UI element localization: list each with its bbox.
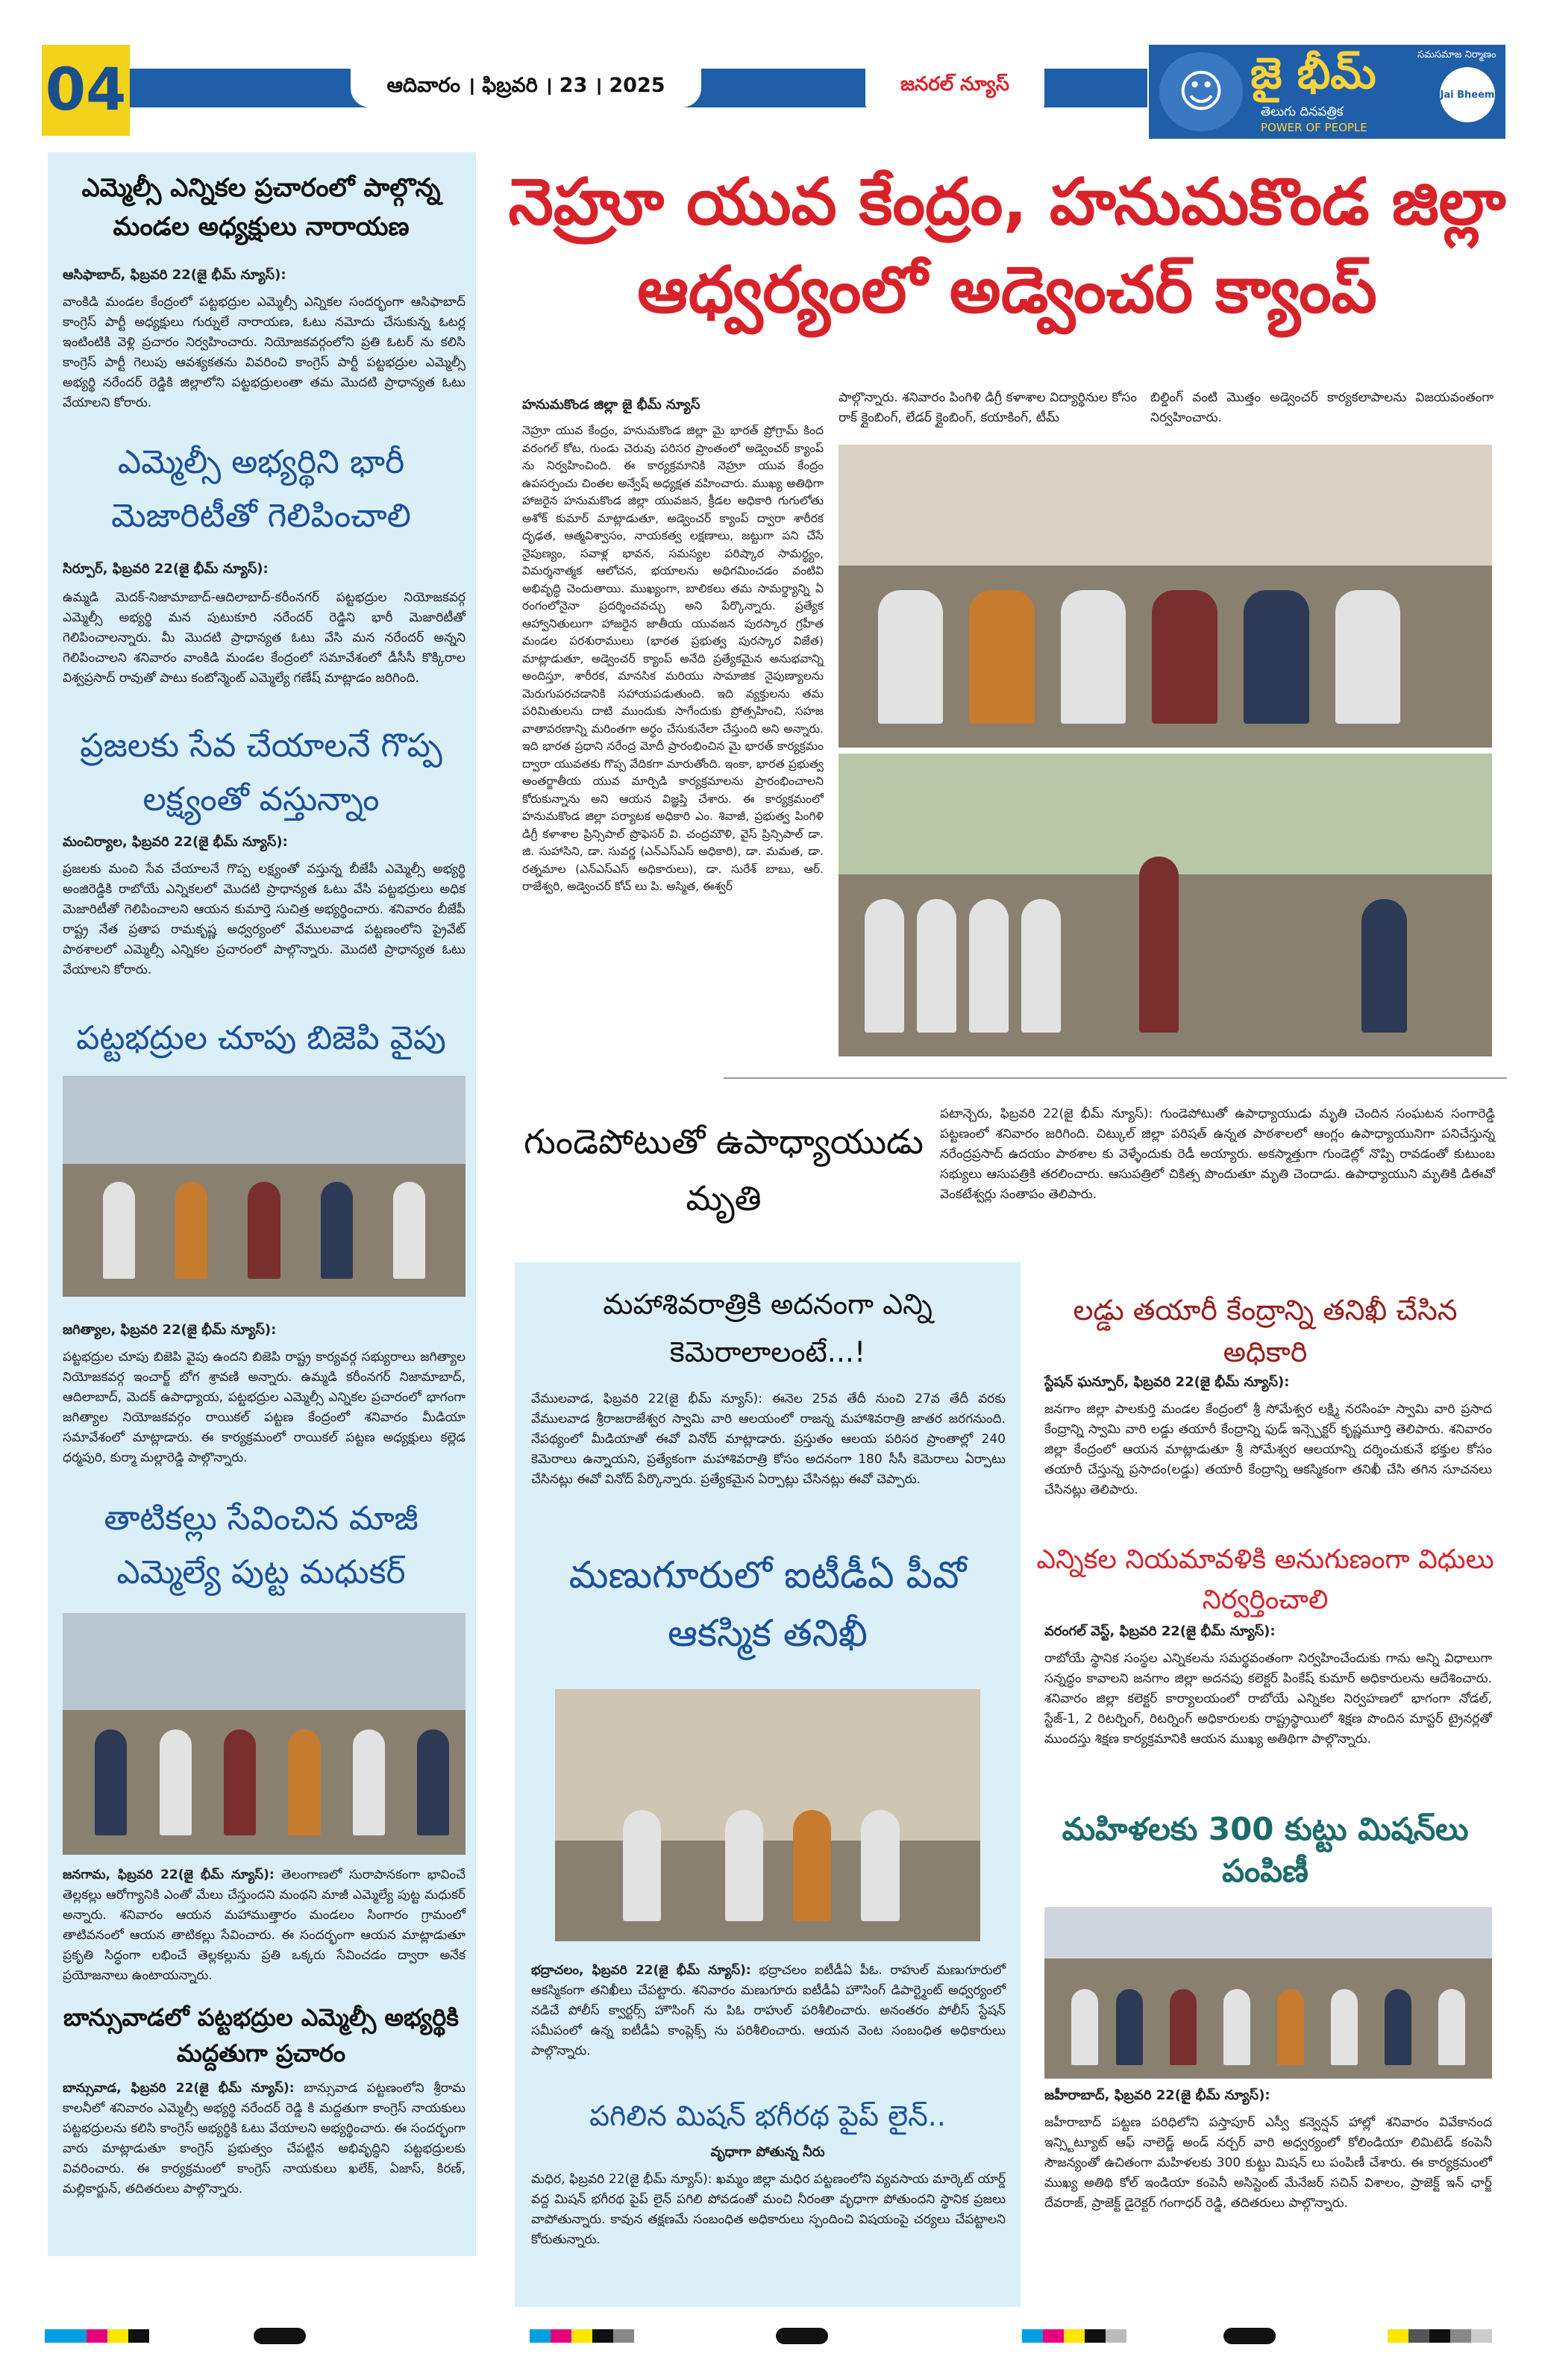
person-figure bbox=[969, 590, 1035, 724]
person-figure bbox=[1116, 1989, 1143, 2064]
article-b3-body: భద్రాచలం ఐటీడీఏ పీఓ. రాహుల్ మణుగూరులో ఆకస్మికంగా తనిఖీలు చేపట్టారు. శనివారం మణుగూరు ఐటీడీఏ హౌసింగ్ డిపార్ట్మెంట్ అధ్వర్యంలో నడిచే పోలీస్ క్వార్టర్స్ హౌసింగ్ ను పిఓ రాహుల్ పరిశీలించారు. అనంతరం పోలీస్ స్టేషన్ సమీపంలో ఉన్న ఐటీడీఏ కాంప్లెక్స్ ను పరిశీలించారు. ఆయన వెంట సంబంధిత అధికారులు పాల్గొన్నారు. bbox=[531, 1963, 1006, 2058]
person-figure bbox=[1021, 899, 1061, 1033]
photo-background bbox=[839, 754, 1492, 874]
logo-title: జై భీమ్ bbox=[1250, 48, 1376, 98]
article-c2-body: రాబోయే స్థానిక సంస్థల ఎన్నికలను సమర్థవంతంగా నిర్వహించేందుకు గాను అన్ని విధాలుగా సన్నద్ధం కావాలని జనగాం జిల్లా అదనపు కలెక్టర్ పింకేష్ కుమార్ అధికారులను ఆదేశించారు. శనివారం జిల్లా కలెక్టర్ కార్యాలయంలో రాబోయే ఎన్నికల నిర్వహణలో భాగంగా నోడల్, స్టేజ్-1, 2 రిటర్నింగ్, రిటర్నింగ్ అధికారులకు రాష్ట్రస్థాయిలో శిక్షణ పొందిన మాస్టర్ ట్రైనర్లతో ముందస్తు శిక్షణ కార్యక్రమానికి ఆయన ముఖ్య అతిథిగా పాల్గొన్నారు. bbox=[1044, 1651, 1492, 1747]
person-figure bbox=[1438, 1989, 1465, 2064]
article-b2-headline: మహాశివరాత్రికి అదనంగా ఎన్ని కెమెరాలాలంటే...! bbox=[603, 1288, 933, 1368]
logo-top: సమసమాజ నిర్మాణం bbox=[1417, 49, 1496, 60]
person-figure bbox=[175, 1182, 207, 1279]
article-b1-body: పటాన్చెరు, ఫిబ్రవరి 22(జై భీమ్ న్యూస్): గుండెపోటుతో ఉపాధ్యాయుడు మృతి చెందిన సంఘటన సంగారెడ్డి పట్టణంలో శనివారం జరిగింది. చిట్కుల్ జిల్లా పరిషత్ ఉన్నత పాఠశాలలో ఆంగ్లం ఉపాధ్యాయునిగా పనిచేస్తున్న నరేంద్రప్రసాద్ ఉదయం పాఠశాల కు వెళ్ళేందుకు రెడీ అయ్యారు. అకస్మాత్తుగా గుండెల్లో నొప్పి రావడంతో కుటుంబ సభ్యులు ఆసుపత్రికి తరలించారు. ఆసుపత్రిలో చికిత్స పొందుతూ మృతి చెందాడు. ఉపాధ్యాయుని మృతికి డిఈవో వెంకటేశ్వర్లు సంతాపం తెలిపారు. bbox=[940, 1106, 1495, 1202]
photo-background bbox=[839, 445, 1492, 566]
color-bar-mid bbox=[530, 2329, 634, 2343]
article-c3-dateline: జహీరాబాద్, ఫిబ్రవరి 22(జై భీమ్ న్యూస్): bbox=[1044, 2088, 1270, 2103]
photo-background bbox=[1044, 1907, 1492, 1958]
person-figure bbox=[321, 1182, 353, 1279]
article-6-headline: బాన్సువాడలో పట్టభద్రుల ఎమ్మెల్సీ అభ్యర్థికి మద్దతుగా ప్రచారం bbox=[63, 2003, 459, 2067]
article-6-body: బాన్సువాడ పట్టణంలోని శ్రీరామ కాలనీలో శనివారం ఎమ్మెల్సీ అభ్యర్థి నరేందర్ రెడ్డి కి మద్దతుగా కాంగ్రెస్ నాయకులు పట్టభద్రులను కలిసి కాంగ్రెస్ అభ్యర్థికి ఓటు వేయాలని అభ్యర్థించారు. ఈ సందర్భంగా వారు మాట్లాడుతూ కాంగ్రెస్ ప్రభుత్వం చేపట్టిన అభివృద్ధిని పట్టభద్రులకు వివరించారు. ఈ కార్యక్రమంలో కాంగ్రెస్ నాయకులు ఖలేక్, ఏజాస్, కిరణ్, మల్లికార్జున్, తదితరులు పాల్గొన్నారు. bbox=[63, 2081, 466, 2196]
portrait-icon: ☺ bbox=[1159, 52, 1243, 131]
article-c3-photo bbox=[1044, 1907, 1492, 2079]
article-c1-dateline: స్టేషన్ ఘన్పూర్, ఫిబ్రవరి 22(జై భీమ్ న్యూస్): bbox=[1044, 1374, 1290, 1390]
article-4-body: పట్టభద్రుల చూపు బిజెపి వైపు ఉందని బిజెపి రాష్ట్ర కార్యవర్గ సభ్యురాలు జగిత్యాల నియోజకవర్గ ఇంచార్జ్ బోగ శ్రావణి అన్నారు. ఉమ్మడి కరీంనగర్ నిజామాబాద్, ఆదిలాబాద్, మెదక్ ఉపాధ్యాయ, పట్టభద్రుల ఎమ్మెల్సీ ఎన్నికల ప్రచారంలో భాగంగా జగిత్యాల నియోజకవర్గం రాయికల్ పట్టణ కేంద్రంలో శనివారం మీడియా సమావేశంలో మాట్లాడారు. ఈ కార్యక్రమంలో రాయికల్ పట్టణ అధ్యక్షులు కల్లెడ ధర్మపురి, కుర్మా మల్లారెడ్డి పాల్గొన్నారు. bbox=[63, 1350, 466, 1465]
article-1-body: వాంకిడి మండల కేంద్రంలో పట్టభద్రుల ఎమ్మెల్సీ ఎన్నికల సందర్భంగా ఆసిఫాబాద్ కాంగ్రెస్ పార్టీ అధ్యక్షులు గుర్నులే నారాయణ, ఓటు నమోదు చేసుకున్న ఓటర్ల ఇంటింటికి వెళ్లి ప్రచారం నిర్వహించారు. నియోజకవర్గంలోని ప్రతి ఓటర్ ను కలిసి కాంగ్రెస్ పార్టీ గెలుపు ఆవశ్యకతను వివరించి కాంగ్రెస్ పార్టీ పట్టభద్రుల ఎమ్మెల్సీ అభ్యర్థి నరేందర్ రెడ్డికి జిల్లాలోని పట్టభద్రులంతా తమ మొదటి ప్రాధాన్యత ఓటు వేయాలని కోరారు. bbox=[63, 295, 466, 410]
section-divider bbox=[724, 1077, 1507, 1079]
article-5-photo bbox=[63, 1613, 466, 1855]
main-body-col2: పాల్గొన్నారు. శనివారం పింగిళి డిగ్రీ కళాశాల విద్యార్థినుల కోసం రాక్ క్లైంబింగ్, లేడర్ క్లైంబింగ్, కయాకింగ్, టీమ్ bbox=[839, 390, 1137, 425]
header-date: ఆదివారం । ఫిబ్రవరి । 23 । 2025 bbox=[351, 69, 701, 107]
article-3-dateline: మంచిర్యాల, ఫిబ్రవరి 22(జై భీమ్ న్యూస్): bbox=[63, 834, 288, 850]
article-b4-headline: పగిలిన మిషన్ భగీరథ పైప్ లైన్.. bbox=[589, 2099, 946, 2132]
person-figure bbox=[1223, 1989, 1250, 2064]
person-figure bbox=[393, 1182, 425, 1279]
person-figure bbox=[1244, 590, 1309, 724]
main-body-col1: నెహ్రూ యువ కేంద్రం, హనుమకొండ జిల్లా మై భారత్ ప్రోగ్రామ్ కింద వరంగల్ కోట, గుండు చెరువు పరిసర ప్రాంతంలో అడ్వెంచర్ క్యాంప్ ను నిర్వహించింది. ఈ కార్యక్రమానికి నెహ్రూ యువ కేంద్రం ఉపసర్పంచు చింతల అన్వేష్ అధ్యక్షత వహించారు. ముఖ్య అతిథిగా హాజరైన హనుమకొండ జిల్లా యువజన, క్రీడల అధికారి గుగులోతు అశోక్ కుమార్ మాట్లాడుతూ, అడ్వెంచర్ క్యాంప్ ద్వారా శారీరక దృఢత, ఆత్మవిశ్వాసం, నాయకత్వ లక్షణాలు, జట్టుగా పని చేసే నైపుణ్యం, సవాళ్ల భావన, సమస్యల పరిష్కార సామర్థ్యం, విమర్శనాత్మక ఆలోచన, భయాలను అధిగమించడం వంటివి అభివృద్ధి చెందుతాయి. ముఖ్యంగా, బాలికలు తమ సామర్థ్యాన్ని ఏ రంగంలోనైనా ప్రదర్శించవచ్చు అని పేర్కొన్నారు. ప్రత్యేక ఆహ్వానితులుగా హాజరైన జాతీయ యువజన పురస్కార గ్రహీత మండల పరశురాములు (భారత ప్రభుత్వ పురస్కార విజేత) మాట్లాడుతూ, అడ్వెంచర్ క్యాంప్ అనేది ప్రత్యేకమైన అనుభవాన్ని అందిస్తూ, శారీరక, మానసిక మరియు సామాజిక నైపుణ్యాలను మెరుగుపరచడానికి సహాయపడుతుంది. ఇది వ్యక్తులను తమ పరిమితులను దాటి ముందుకు సాగేందుకు ప్రోత్సహించి, సహజ వాతావరణాన్ని మరింతగా అర్థం చేసుకునేలా చేస్తుంది అని అన్నారు. ఇది భారత ప్రధాని నరేంద్ర మోదీ ప్రారంభించిన మై భారత్ కార్యక్రమం ద్వారా యువతకు గొప్ప వేదికగా మారుతోంది. ఇంకా, భారత ప్రభుత్వ అంతర్జాతీయ యువ మార్పిడి కార్యక్రమాలను ప్రారంభించాలని కోరుకున్నాను అని ఆయన విజ్ఞప్తి చేశారు. ఈ కార్యక్రమంలో హనుమకొండ జిల్లా పర్యాటక అధికారి ఎం. శివాజీ, ప్రభుత్వ పింగిళి డిగ్రీ కళాశాల ప్రిన్సిపాల్ ప్రొఫెసర్ వి. చంద్రమౌళి, వైస్ ప్రిన్సిపాల్ డా. జి. సుహాసిని, డా. సువర్ణ (ఎన్ఎస్ఎస్ అధికారి), డా. మమత, డా. రత్నమాల (ఎన్ఎస్ఎస్ అధికారులు), డా. సురేశ్ బాబు, ఆర్. రాజేశ్వరి, అడ్వెంచర్ కోచ్ లు పి. అస్మిత, ఈశ్వర్ bbox=[522, 424, 824, 893]
article-b4-body: మధిర, ఫిబ్రవరి 22(జై భీమ్ న్యూస్): ఖమ్మం జిల్లా మధిర పట్టణంలోని వ్యవసాయ మార్కెట్ యార్డ్ వద్ద మిషన్ భగీరథ పైప్ లైన్ పగిలి పోవడంతో మంచి నీరంతా వృధాగా పోతుందని స్థానిక ప్రజలు వాపోతున్నారు. కావున తక్షణమే సంబంధిత అధికారులు స్పందించి విషయంపై చర్యలు చేపట్టాలని కోరుతున్నారు. bbox=[531, 2172, 1006, 2247]
main-dateline: హనుమకొండ జిల్లా జై భీమ్ న్యూస్ bbox=[522, 397, 701, 413]
person-figure bbox=[1335, 590, 1401, 724]
person-figure bbox=[248, 1182, 280, 1279]
person-figure bbox=[417, 1729, 449, 1836]
article-1-dateline: ఆసిఫాబాద్, ఫిబ్రవరి 22(జై భీమ్ న్యూస్): bbox=[63, 267, 286, 283]
article-b2-body: వేములవాడ, ఫిబ్రవరి 22(జై భీమ్ న్యూస్): ఈనెల 25వ తేదీ నుంచి 27వ తేదీ వరకు వేములవాడ శ్రీరాజరాజేశ్వర స్వామి వారి ఆలయంలో రాజన్న మహాశివరాత్రి జాతర జరగనుంది. నేపథ్యంలో మీడియాతో ఈవో వినోద్ మాట్లాడారు. ప్రస్తుతం ఆలయ పరిసర ప్రాంతాల్లో 240 కెమెరాలు ఉన్నాయని, ప్రత్యేకంగా మహాశివరాత్రి కోసం అదనంగా 180 సీసీ కెమెరాలు ఏర్పాటు చేసినట్లు ఈవో వినోద్ పేర్కొన్నారు. ప్రత్యేకమైన ఏర్పాట్లు చేసినట్లు ఈవో చెప్పారు. bbox=[531, 1391, 1006, 1487]
person-figure bbox=[1331, 1989, 1358, 2064]
person-figure bbox=[725, 1810, 763, 1921]
person-figure bbox=[793, 1810, 831, 1921]
article-5-dateline-body bbox=[63, 1865, 466, 1986]
person-figure bbox=[1071, 1989, 1098, 2064]
photo-background bbox=[555, 1689, 980, 1841]
person-figure bbox=[95, 1729, 127, 1836]
person-figure bbox=[878, 590, 944, 724]
person-figure bbox=[1061, 590, 1126, 724]
person-figure bbox=[1139, 857, 1179, 1032]
person-figure bbox=[1152, 590, 1217, 724]
article-6-dateline: బాన్సువాడ, ఫిబ్రవరి 22(జై భీమ్ న్యూస్): bbox=[63, 2081, 295, 2096]
person-figure bbox=[917, 899, 956, 1033]
person-figure bbox=[1361, 899, 1407, 1033]
article-5-dateline: జనగామ, ఫిబ్రవరి 22(జై భీమ్ న్యూస్): bbox=[63, 1867, 275, 1882]
photo-background bbox=[63, 1076, 466, 1164]
article-c3-body: జహీరాబాద్ పట్టణ పరిధిలోని పస్తాపూర్ ఎస్వీ కన్వెన్షన్ హాల్లో శనివారం వివేకానంద ఇన్స్టిట్యూట్ ఆఫ్ నాలెడ్జ్ అండ్ నర్చర్ వారి అధ్వర్యంలో కోలిండియా లిమిటెడ్ కంపెనీ సౌజన్యంతో ఉచితంగా మహిళలకు 300 కుట్టు మిషన్ లు పంపిణీ చేశారు. ఈ కార్యక్రమంలో ముఖ్య అతిథి కోల్ ఇండియా కంపెనీ అసిస్టెంట్ మేనేజర్ సచిన్ విశాలం, ప్రాజెక్ట్ ఇన్ ఛార్జ్ దేవరాజ్, ప్రాజెక్ట్ డైరెక్టర్ గంగాధర్ రెడ్డి, తదితరులు పాల్గొన్నారు. bbox=[1044, 2115, 1492, 2211]
article-b4-subhead: వృధాగా పోతున్న నీరు bbox=[710, 2144, 825, 2160]
person-figure bbox=[623, 1810, 661, 1921]
article-b3-dateline-body bbox=[531, 1961, 1006, 2061]
article-2-dateline: సిర్పూర్, ఫిబ్రవరి 22(జై భీమ్ న్యూస్): bbox=[63, 561, 269, 577]
article-1-headline: ఎమ్మెల్సీ ఎన్నికల ప్రచారంలో పాల్గొన్న మండల అధ్యక్షులు నారాయణ bbox=[81, 173, 441, 242]
article-c2-headline: ఎన్నికల నియమావళికి అనుగుణంగా విధులు నిర్వర్తించాలి bbox=[1036, 1544, 1494, 1615]
article-c1-body: జనగాం జిల్లా పాలకుర్తి మండల కేంద్రంలో శ్రీ సోమేశ్వర లక్ష్మి నరసింహ స్వామి వారి ప్రసాద కేంద్రాన్ని స్వామి వారి లడ్డు తయారీ కేంద్రాన్ని ఫుడ్ ఇన్స్పెక్టర్ కృష్ణమూర్తి తెలిపారు. శనివారం జిల్లా కేంద్రంలో ఆయన మాట్లాడుతూ శ్రీ సోమేశ్వర ఆలయాన్ని దర్శించుకునే భక్తుల కోసం తయారీ చేస్తున్న ప్రసాదం(లడ్డు) తయారీ కేంద్రాన్ని ఆకస్మికంగా తనిఖీ చేసి తగిన సూచనలు చేసినట్లు తెలిపారు. bbox=[1044, 1402, 1492, 1497]
person-figure bbox=[224, 1729, 256, 1836]
article-6-dateline-body bbox=[63, 2079, 466, 2199]
person-figure bbox=[1277, 1989, 1304, 2064]
article-4-headline: పట్టభద్రుల చూపు బిజెపి వైపు bbox=[76, 1019, 446, 1057]
article-5-body: తెలంగాణలో సురాపానకంగా భావించే తెల్లకల్లు ఆరోగ్యానికి ఎంతో మేలు చేస్తుందని మంథని మాజీ ఎమ్మెల్యే పుట్ట మధుకర్ అన్నారు. శనివారం ఆయన మహాముత్తారం మండలం సింగారం గ్రామంలో తాటివనంలో ఆయన తాటికల్లు సేవించారు. ఈ సందర్భంగా ఆయన మాట్లాడుతూ ప్రకృతి సిద్ధంగా లభించే తెల్లకల్లును ప్రతి ఒక్కరు సేవించడం ద్వారా అనేక ప్రయోజనాలు ఉంటాయన్నారు. bbox=[63, 1867, 466, 1983]
main-photo-2 bbox=[839, 754, 1492, 1056]
color-bar-left bbox=[45, 2329, 149, 2343]
article-b3-photo bbox=[555, 1689, 980, 1941]
registration-mark bbox=[1223, 2328, 1276, 2344]
person-figure bbox=[288, 1729, 320, 1836]
person-figure bbox=[103, 1182, 135, 1279]
logo-sub: POWER OF PEOPLE bbox=[1261, 121, 1367, 134]
person-figure bbox=[160, 1729, 192, 1836]
article-3-headline: ప్రజలకు సేవ చేయాలనే గొప్ప లక్ష్యంతో వస్తున్నాం bbox=[80, 727, 442, 818]
section-label: జనరల్ న్యూస్ bbox=[865, 64, 1044, 109]
main-photo-1 bbox=[839, 445, 1492, 748]
registration-mark bbox=[254, 2328, 306, 2344]
person-figure bbox=[861, 1810, 899, 1921]
main-body-col3: బిల్డింగ్ వంటి మొత్తం అడ్వెంచర్ కార్యకలాపాలను విజయవంతంగా నిర్వహించారు. bbox=[1150, 390, 1494, 425]
masthead-logo bbox=[1149, 45, 1505, 139]
person-figure bbox=[1170, 1989, 1197, 2064]
page-number: 04 bbox=[42, 45, 130, 136]
person-figure bbox=[1385, 1989, 1411, 2064]
article-2-body: ఉమ్మడి మెదక్-నిజామాబాద్-ఆదిలాబాద్-కరీంనగర్ పట్టభద్రుల నియోజకవర్గ ఎమ్మెల్సీ అభ్యర్థి మన పుటుకూరి నరేందర్ రెడ్డిని భారీ మెజారిటీతో గెలిపించాలన్నారు. మీ మొదటి ప్రాధాన్యత ఓటు వేసి మన నరేందర్ అన్నని గెలిపించాలని శనివారం వాంకిడి మండల కేంద్రంలో సమావేశంలో డీసీసీ కొక్కిరాల విశ్వప్రసాద్ రావుతో పాటు కంటోన్మెంట్ ఎమ్మెల్యే గణేష్ మాట్లాడం జరిగింది. bbox=[63, 590, 466, 686]
article-4-photo bbox=[63, 1076, 466, 1297]
photo-background bbox=[63, 1613, 466, 1710]
person-figure bbox=[969, 899, 1009, 1033]
article-c2-dateline: వరంగల్ వెస్ట్, ఫిబ్రవరి 22(జై భీమ్ న్యూస్): bbox=[1044, 1623, 1276, 1639]
article-c3-headline: మహిళలకు 300 కుట్టు మిషన్‌లు పంపిణీ bbox=[1062, 1811, 1469, 1889]
color-bar-far-right bbox=[1388, 2329, 1492, 2343]
article-4-dateline: జగిత్యాల, ఫిబ్రవరి 22(జై భీమ్ న్యూస్): bbox=[63, 1322, 277, 1338]
color-bar-right bbox=[1022, 2329, 1126, 2343]
article-3-body: ప్రజలకు మంచి సేవ చేయాలనే గొప్ప లక్ష్యంతో వస్తున్న బీజేపీ ఎమ్మెల్సీ అభ్యర్థి అంజిరెడ్డికి రాబోయే ఎన్నికలలో మొదటి ప్రాధాన్యత ఓటు వేసి పట్టభద్రులు అధిక మెజారిటీతో గెలిపించాలని ఆయన కుమార్తె సుచిత్ర అభ్యర్థించారు. శనివారం బీజేపీ రాష్ట్ర నేత ప్రతాప రామకృష్ణ అధ్వర్యంలో వేములవాడ పట్టణంలోని ప్రైవేట్ పాఠశాలలో ఎమ్మెల్సీ ఎన్నికల ప్రచారంలో పాల్గొన్నారు. మొదటి ప్రాధాన్యత ఓటు వేయాలని కోరారు. bbox=[63, 862, 466, 977]
article-b3-headline: మణుగూరులో ఐటీడీఏ పీవో ఆకస్మిక తనిఖీ bbox=[568, 1553, 967, 1655]
person-figure bbox=[353, 1729, 385, 1836]
person-figure bbox=[865, 899, 904, 1033]
article-2-headline: ఎమ్మెల్సీ అభ్యర్థిని భారీ మెజారిటీతో గెలిపించాలి bbox=[111, 443, 411, 535]
article-5-headline: తాటికల్లు సేవించిన మాజీ ఎమ్మెల్యే పుట్ట మధుకర్ bbox=[104, 1500, 419, 1591]
article-b1-headline: గుండెపోటుతో ఉపాధ్యాయుడు మృతి bbox=[524, 1121, 924, 1218]
article-c1-headline: లడ్డు తయారీ కేంద్రాన్ని తనిఖీ చేసిన అధికారి bbox=[1073, 1294, 1458, 1368]
logo-badge: Jai Bheem bbox=[1440, 67, 1495, 122]
logo-tagline: తెలుగు దినపత్రిక bbox=[1261, 104, 1344, 119]
registration-mark bbox=[776, 2328, 828, 2344]
article-b3-dateline: భద్రాచలం, ఫిబ్రవరి 22(జై భీమ్ న్యూస్): bbox=[531, 1963, 751, 1978]
main-headline: నెహ్రూ యువ కేంద్రం, హనుమకొండ జిల్లా ఆధ్వర్యంలో అడ్వెంచర్ క్యాంప్ bbox=[508, 165, 1506, 328]
